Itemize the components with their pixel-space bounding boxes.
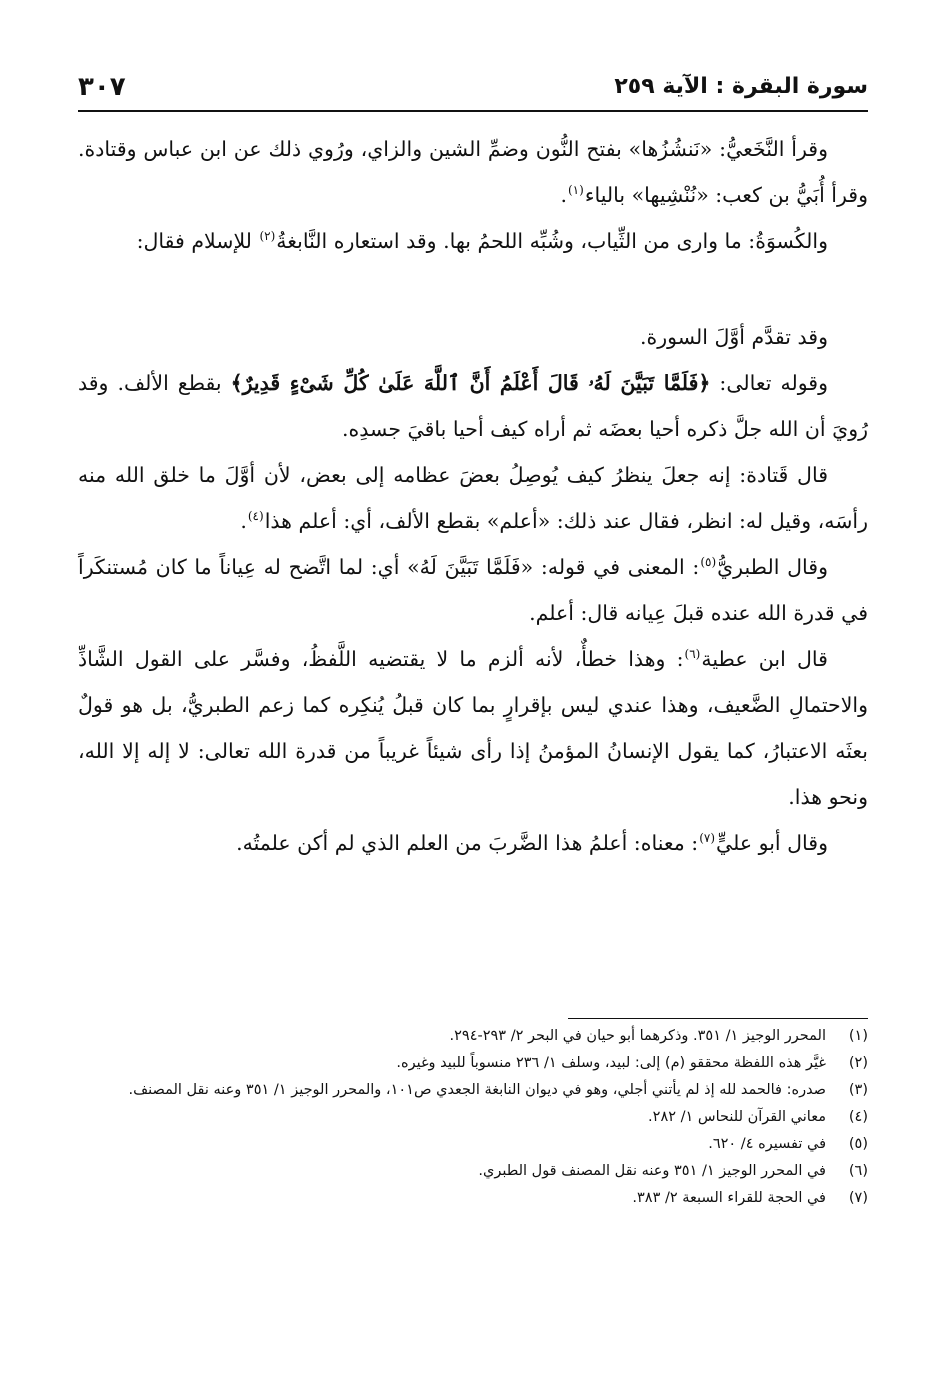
paragraph-1-end: . xyxy=(560,183,567,207)
paragraph-2 xyxy=(78,218,868,264)
footnote-5 xyxy=(78,1131,868,1158)
paragraph-1-text: وقرأ النَّخَعيُّ: «نَنشُزُها» بفتح النُّون وضمِّ الشين والزاي، ورُوي ذلك عن ابن عباس وقتادة. وقرأ أُبَيُّ بن كعب: «نُنْشِيها» بالياء xyxy=(78,137,868,207)
paragraph-5-text: قال قَتادة: إنه جعلَ ينظرُ كيف يُوصِلُ بعضَ عظامه إلى بعض، لأن أوَّلَ ما خلق الله منه رأسَه، وقيل له: انظر، فقال عند ذلك: «أعلم» بقطع الألف، أي: أعلم هذا xyxy=(78,463,868,533)
footnote-text: في المحرر الوجيز ١/ ٣٥١ وعنه نقل المصنف قول الطبري. xyxy=(478,1163,826,1179)
footnote-1 xyxy=(78,1023,868,1050)
paragraph-6-text: وقال الطبريُّ xyxy=(717,555,828,579)
paragraph-2-continuation: للإسلام فقال: xyxy=(136,229,252,253)
paragraph-4-text: وقوله تعالى: xyxy=(719,371,829,395)
running-header xyxy=(78,66,868,112)
footnote-text: المحرر الوجيز ١/ ٣٥١. وذكرهما أبو حيان في البحر ٢/ ٢٩٣-٢٩٤. xyxy=(449,1028,826,1044)
footnote-number: (٣) xyxy=(848,1082,868,1098)
footnote-ref-6[interactable]: (٦) xyxy=(684,647,701,662)
footnotes-section xyxy=(78,1018,868,1212)
paragraph-3: وقد تقدَّم أوَّلَ السورة. xyxy=(639,325,828,349)
paragraph-7 xyxy=(78,636,868,820)
paragraph-4-continuation: بقطع الألف. وقد رُويَ أن الله جلَّ ذكره أحيا بعضَه ثم أراه كيف أحيا باقيَ جسدِه. xyxy=(78,371,868,441)
footnote-number: (٤) xyxy=(848,1109,868,1125)
paragraph-5-end: . xyxy=(240,509,247,533)
main-text xyxy=(78,126,868,866)
paragraph-8-continuation: : معناه: أعلمُ هذا الضَّربَ من العلم الذي لم أكن علمتُه. xyxy=(236,831,699,855)
footnote-divider xyxy=(568,1018,868,1019)
paragraph-7-continuation: : وهذا خطأٌ، لأنه ألزم ما لا يقتضيه اللَّفظُ، وفسَّر على القول الشَّاذِّ والاحتمالِ الضَّعيف، وهذا عندي ليس بإقرارٍ بما كان قبلُ يُنكِره كما زعم الطبريُّ، بل هو قولٌ بعثَه الاعتبارُ، كما يقول الإنسانُ المؤمنُ إذا رأى شيئاً غريباً من قدرة الله تعالى: لا إله إلا الله، ونحو هذا. xyxy=(78,647,868,809)
surah-verse-title: سورة البقرة : الآية ٢٥٩ xyxy=(614,74,868,99)
footnote-number: (٥) xyxy=(848,1136,868,1152)
footnote-number: (٢) xyxy=(848,1055,868,1071)
footnote-text: معاني القرآن للنحاس ١/ ٢٨٢. xyxy=(648,1109,826,1125)
paragraph-5 xyxy=(78,452,868,544)
footnote-number: (٦) xyxy=(848,1163,868,1179)
paragraph-2-text: والكُسوَةُ: ما وارى من الثِّياب، وشُبِّه اللحمُ بها. وقد استعاره النَّابغةُ xyxy=(276,229,828,253)
footnote-ref-1[interactable]: (١) xyxy=(567,183,584,198)
footnote-number: (٧) xyxy=(848,1190,868,1206)
footnote-text: غيَّر هذه اللفظة محققو (م) إلى: لبيد، وسلف ١/ ٢٣٦ منسوباً للبيد وغيره. xyxy=(396,1055,826,1071)
footnote-text: في تفسيره ٤/ ٦٢٠. xyxy=(708,1136,826,1152)
footnote-text: صدره: فالحمد لله إذ لم يأتني أجلي، وهو في ديوان النابغة الجعدي ص١٠١، والمحرر الوجيز ١/ ٣٥١ وعنه نقل المصنف. xyxy=(128,1082,826,1098)
footnote-7 xyxy=(78,1185,868,1212)
footnote-3 xyxy=(78,1077,868,1104)
footnote-ref-4[interactable]: (٤) xyxy=(247,509,264,524)
quran-quote: ﴿فَلَمَّا تَبَيَّنَ لَهُۥ قَالَ أَعْلَمُ أَنَّ ٱللَّهَ عَلَىٰ كُلِّ شَىْءٍ قَدِيرٌ﴾ xyxy=(230,371,711,395)
footnote-2 xyxy=(78,1050,868,1077)
footnote-text: في الحجة للقراء السبعة ٢/ ٣٨٣. xyxy=(632,1190,826,1206)
footnote-ref-5[interactable]: (٥) xyxy=(700,555,717,570)
paragraph-6 xyxy=(78,544,868,636)
footnote-4 xyxy=(78,1104,868,1131)
book-page xyxy=(78,66,868,1347)
footnote-number: (١) xyxy=(848,1028,868,1044)
paragraph-8-text: وقال أبو عليٍّ xyxy=(716,831,828,855)
footnote-ref-2[interactable]: (٢) xyxy=(259,229,276,244)
page-number: ٣٠٧ xyxy=(78,72,126,102)
paragraph-4 xyxy=(78,360,868,452)
poetry-verse xyxy=(78,266,868,312)
paragraph-6-continuation: : المعنى في قوله: «فَلَمَّا تَبَيَّنَ لَهُ» أي: لما اتَّضح له عِياناً ما كان مُستنكَراً في قدرة الله عنده قبلَ عِيانه قال: أعلم. xyxy=(78,555,868,625)
footnote-ref-7[interactable]: (٧) xyxy=(699,831,716,846)
paragraph-7-text: قال ابن عطية xyxy=(701,647,828,671)
footnote-6 xyxy=(78,1158,868,1185)
paragraph-8 xyxy=(78,820,868,866)
paragraph-1 xyxy=(78,126,868,218)
